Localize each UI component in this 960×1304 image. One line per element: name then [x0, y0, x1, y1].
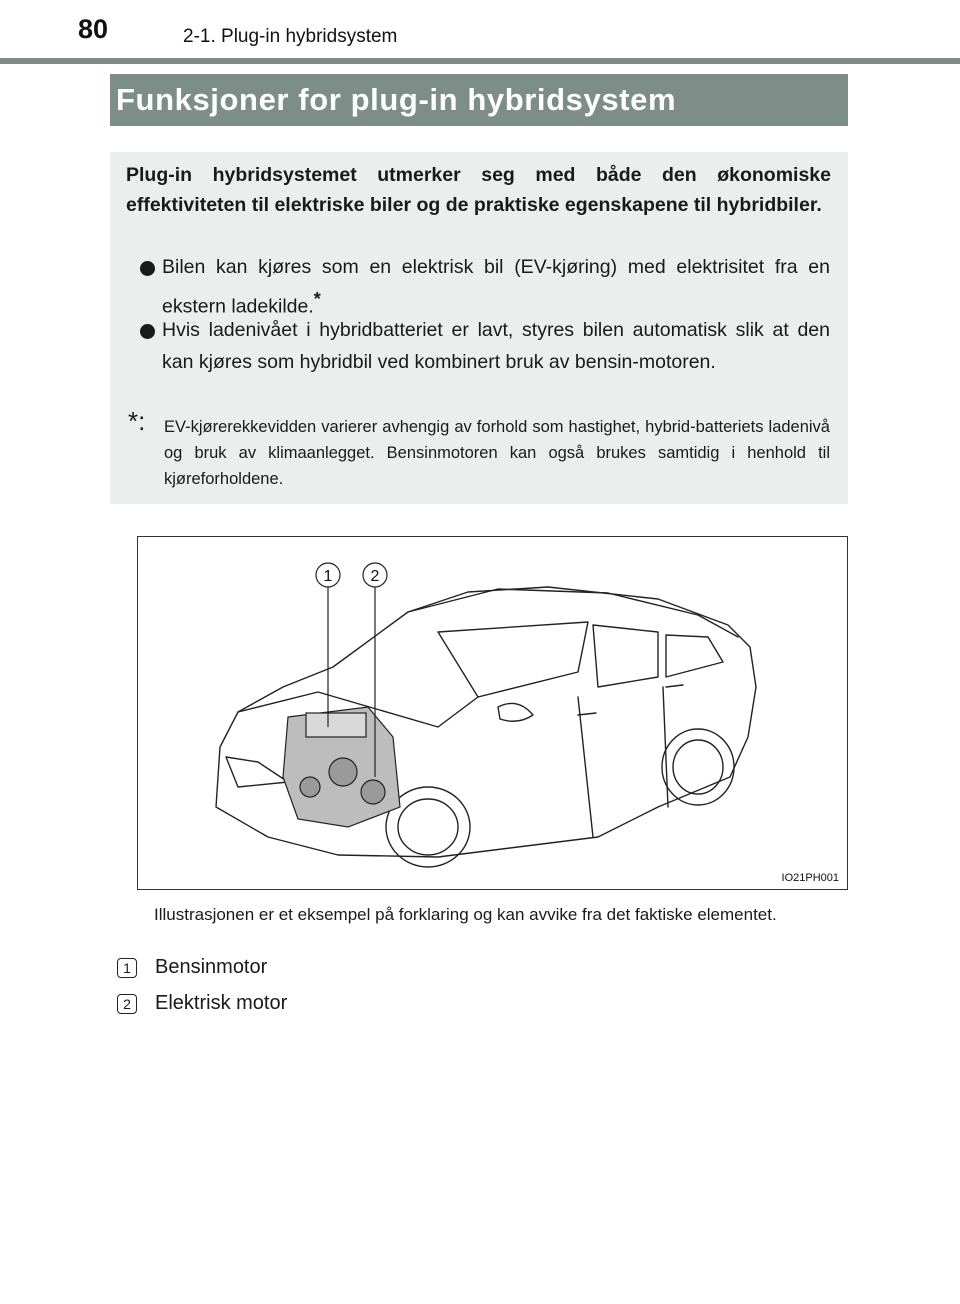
page-title: Funksjoner for plug-in hybridsystem — [116, 82, 677, 117]
bullet-dot-icon — [140, 324, 155, 339]
legend-label: Bensinmotor — [155, 956, 268, 978]
bullet-text: Hvis ladenivået i hybridbatteriet er lavt, styres bilen automatisk slik at den kan kjøres som hybridbil ved kombinert bruk av bensin-motoren. — [162, 319, 830, 373]
bullet-text — [140, 252, 830, 323]
page-number: 80 — [78, 14, 109, 44]
front-wheel-rim — [398, 799, 458, 855]
door-handle-front — [578, 713, 596, 715]
title-bar — [110, 74, 848, 126]
figure-caption: Illustrasjonen er et eksempel på forklaring og kan avvike fra det faktiske elementet. — [154, 905, 777, 924]
rear-wheel-rim — [673, 740, 723, 794]
bullet-item — [140, 315, 830, 378]
legend-number-badge: 2 — [117, 994, 137, 1014]
figure-code: IO21PH001 — [781, 872, 839, 884]
summary-box — [110, 152, 848, 504]
summary-intro: Plug-in hybridsystemet utmerker seg med både den økonomiske effektiviteten til elektriske biler og de praktiske egenskapene til hybridbiler. — [126, 164, 831, 216]
callout-2 — [363, 563, 387, 587]
front-door-window — [593, 625, 658, 687]
section-breadcrumb: 2-1. Plug-in hybridsystem — [183, 26, 398, 47]
headlight — [226, 757, 288, 787]
door-line-front — [578, 697, 593, 837]
footnote-mark: *: — [128, 406, 146, 436]
bullet-item — [140, 252, 830, 323]
rear-door-window — [666, 635, 723, 677]
door-handle-rear — [666, 685, 683, 687]
side-mirror — [498, 703, 533, 721]
car-drawing — [138, 537, 847, 889]
bullet-text-body: Bilen kan kjøres som en elektrisk bil (EV-kjøring) med elektrisitet fra en ekstern ladekilde. — [162, 256, 830, 317]
bullet-dot-icon — [140, 261, 155, 276]
footnote-text: EV-kjørerekkevidden varierer avhengig av forhold som hastighet, hybrid-batteriets ladenivå og bruk av klimaanlegget. Bensinmotoren kan også brukes samtidig i henhold til kjøreforholdene. — [164, 418, 830, 488]
callout-2-label: 2 — [370, 568, 380, 585]
engine-assembly — [283, 707, 400, 827]
legend-number-badge: 1 — [117, 958, 137, 978]
footnote-marker: * — [313, 288, 321, 309]
callout-1 — [316, 563, 340, 587]
header-rule — [0, 58, 960, 64]
legend-label: Elektrisk motor — [155, 992, 288, 1014]
footnote — [128, 406, 830, 492]
callout-1-label: 1 — [323, 568, 333, 585]
windshield — [438, 622, 588, 697]
car-illustration — [137, 536, 848, 890]
